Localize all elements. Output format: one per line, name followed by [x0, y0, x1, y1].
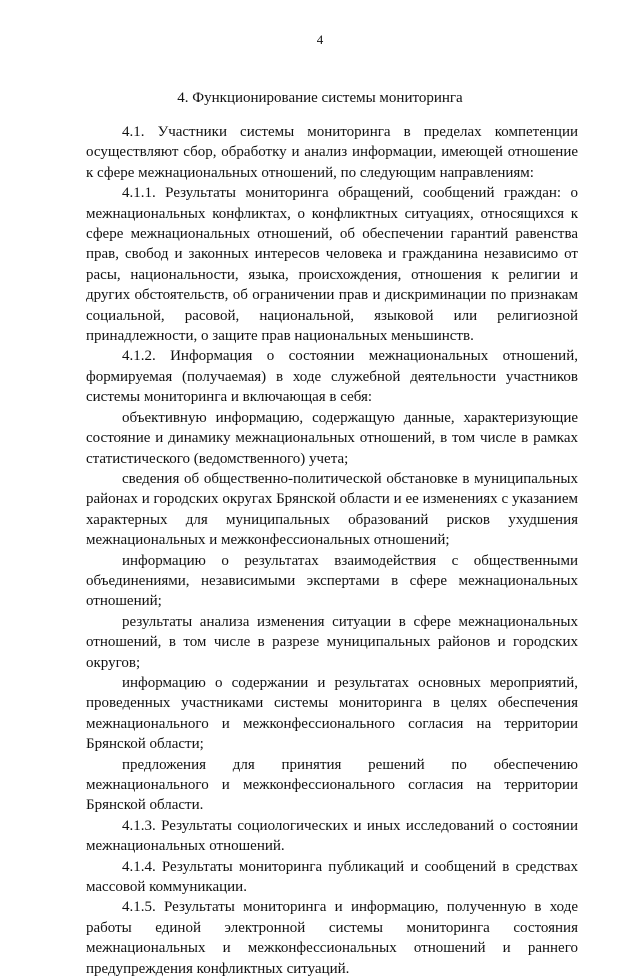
paragraph-4-1-5: 4.1.5. Результаты мониторинга и информацию, полученную в ходе работы единой электронной системы мониторинга состояния межнациональных и межконфессиональных отношений и раннего предупреждения конфликтных ситуаций. — [86, 899, 578, 977]
list-item-interaction-results: информацию о результатах взаимодействия с общественными объединениями, независимыми экспертами в сфере межнациональных отношений; — [86, 552, 578, 610]
list-item-political-situation: сведения об общественно-политической обстановке в муниципальных районах и городских округах Брянской области и ее изменениях с указанием характерных для муниципальных образований рисков ухудшения межнациональных и межконфессиональных отношений; — [86, 470, 578, 549]
paragraph-4-1-3: 4.1.3. Результаты социологических и иных исследований о состоянии межнациональных отношений. — [86, 817, 578, 855]
page-number: 4 — [316, 32, 324, 47]
list-item-objective-info: объективную информацию, содержащую данные, характеризующие состояние и динамику межнациональных отношений, в том числе в рамках статистического (ведомственного) учета; — [86, 409, 578, 467]
list-item-proposals: предложения для принятия решений по обеспечению межнационального и межконфессионального согласия на территории Брянской области. — [86, 756, 578, 814]
paragraph-4-1-2: 4.1.2. Информация о состоянии межнациональных отношений, формируемая (получаемая) в ходе служебной деятельности участников системы мониторинга и включающая в себя: — [86, 348, 578, 406]
list-item-events-info: информацию о содержании и результатах основных мероприятий, проведенных участниками системы мониторинга в целях обеспечения межнационального и межконфессионального согласия на территории Брянской области; — [86, 674, 578, 753]
section-title: 4. Функционирование системы мониторинга — [177, 90, 463, 106]
document-body — [86, 122, 578, 979]
list-item-situation-analysis: результаты анализа изменения ситуации в сфере межнациональных отношений, в том числе в разрезе муниципальных районов и городских округов; — [86, 613, 578, 671]
paragraph-4-1-1: 4.1.1. Результаты мониторинга обращений, сообщений граждан: о межнациональных конфликтах, о конфликтных ситуациях, относящихся к сфере межнациональных отношений, об обеспечении гарантий равенства прав, свобод и законных интересов человека и гражданина независимо от расы, национальности, языка, происхождения, отношения к религии и других обстоятельств, об ограничении прав и дискриминации по признакам социальной, расовой, национальной, языковой или религиозной принадлежности, о защите прав национальных меньшинств. — [86, 185, 578, 345]
paragraph-4-1: 4.1. Участники системы мониторинга в пределах компетенции осуществляют сбор, обработку и анализ информации, имеющей отношение к сфере межнациональных отношений, по следующим направлениям: — [86, 124, 578, 181]
paragraph-4-1-4: 4.1.4. Результаты мониторинга публикаций и сообщений в средствах массовой коммуникации. — [86, 858, 578, 896]
